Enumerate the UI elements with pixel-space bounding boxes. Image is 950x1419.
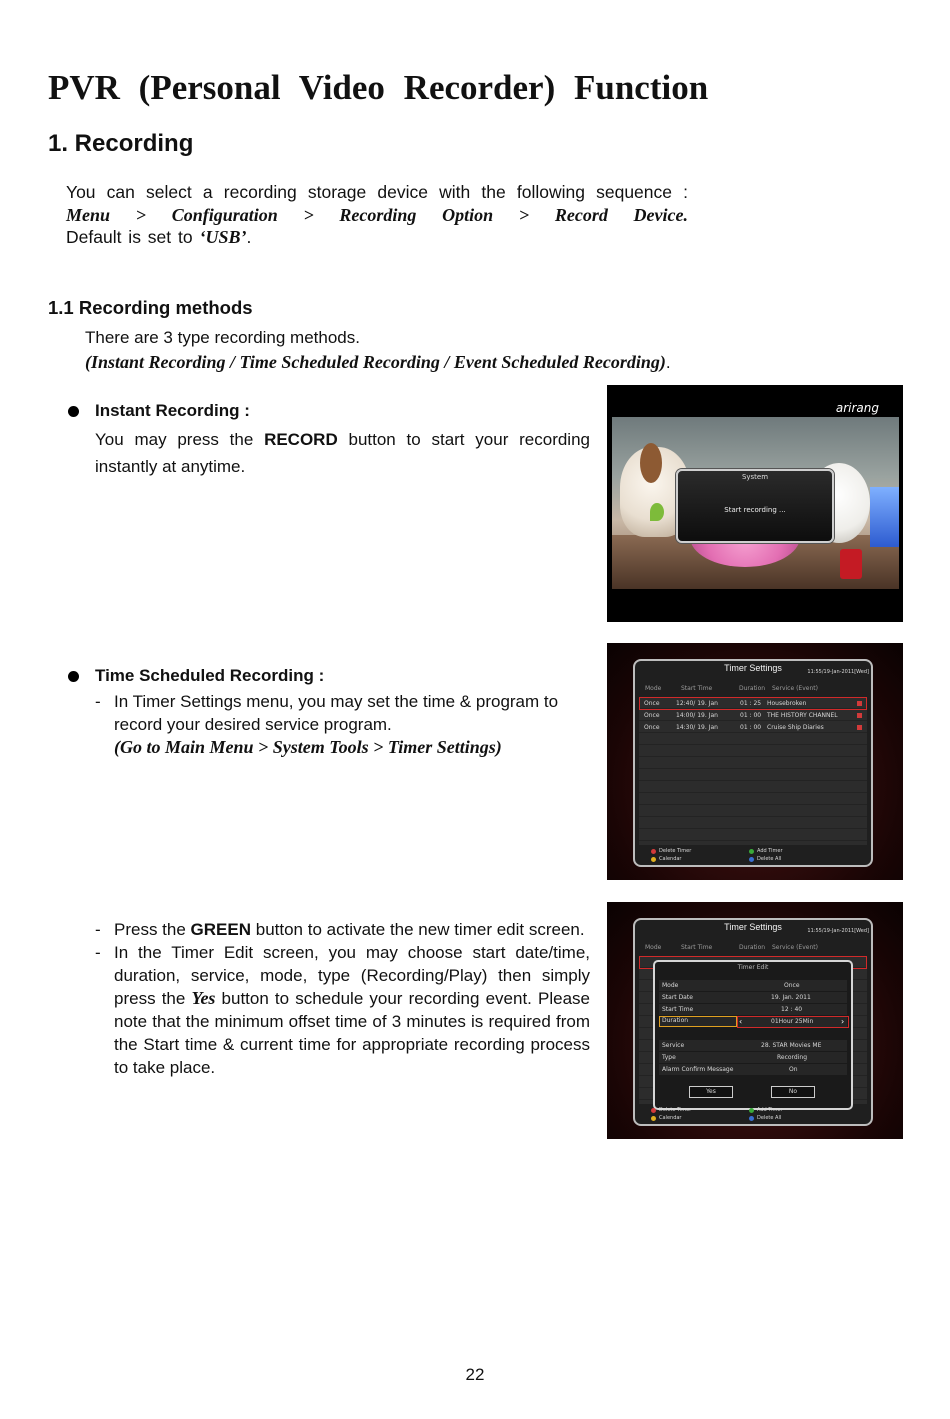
- scheduled-title: Time Scheduled Recording :: [95, 666, 325, 685]
- field-label: Start Time: [662, 1006, 694, 1013]
- delete-icon: [857, 713, 862, 718]
- timer-header-row: [639, 944, 867, 954]
- scheduled-list-1: [95, 690, 590, 759]
- row-mode: Once: [644, 712, 660, 719]
- default-prefix: Default is set to: [66, 227, 200, 247]
- header-mode: Mode: [645, 685, 662, 692]
- video-frame: [612, 417, 899, 589]
- field-value: Recording: [777, 1054, 808, 1061]
- page-number: 22: [465, 1365, 485, 1384]
- no-label: No: [788, 1088, 798, 1095]
- row-service: Housebroken: [767, 700, 807, 707]
- dialog-title: System: [741, 473, 769, 481]
- subsection-title: 1.1 Recording methods: [48, 297, 253, 318]
- field-row-start-time[interactable]: [659, 1004, 847, 1015]
- system-dialog: [676, 469, 834, 543]
- field-row-duration[interactable]: [659, 1016, 847, 1027]
- chevron-right-icon[interactable]: ›: [841, 1017, 845, 1026]
- timer-clock: 11:55/19-Jan-2011[Wed]: [807, 928, 869, 934]
- field-value: 01Hour 25Min: [771, 1018, 814, 1025]
- no-button[interactable]: [771, 1086, 815, 1098]
- yes-button-label: Yes: [191, 988, 216, 1008]
- timer-legend: [645, 1106, 867, 1124]
- dash-marker: -: [95, 920, 101, 939]
- row-duration: 01 : 25: [740, 700, 762, 707]
- methods-list: (Instant Recording / Time Scheduled Recording / Event Scheduled Recording): [85, 352, 666, 372]
- header-start: Start Time: [681, 944, 713, 951]
- edit-fields: [659, 980, 847, 1080]
- timer-settings-path: (Go to Main Menu > System Tools > Timer Settings): [114, 737, 502, 757]
- field-value: 12 : 40: [781, 1006, 803, 1013]
- row-start: 12:40/ 19. Jan: [676, 700, 718, 707]
- instant-recording-screenshot: [607, 385, 903, 622]
- row-start: 14:30/ 19. Jan: [676, 724, 718, 731]
- field-row-alarm[interactable]: [659, 1064, 847, 1075]
- instant-text: [95, 426, 590, 480]
- legend-delete-timer: Delete Timer: [659, 1107, 692, 1113]
- timer-clock: 11:55/19-Jan-2011[Wed]: [807, 669, 869, 675]
- legend-delete-all: Delete All: [757, 1115, 782, 1121]
- field-label: Duration: [659, 1016, 737, 1027]
- table-row[interactable]: [639, 709, 867, 720]
- bag-blue: [870, 487, 899, 547]
- bullet-icon: [68, 406, 79, 417]
- field-value: 28. STAR Movies ME: [761, 1042, 822, 1049]
- row-start: 14:00/ 19. Jan: [676, 712, 718, 719]
- legend-calendar: Calendar: [659, 1115, 682, 1121]
- field-row-type[interactable]: [659, 1052, 847, 1063]
- instant-title: Instant Recording :: [95, 401, 250, 420]
- menu-path: Menu > Configuration > Recording Option > Record Device.: [66, 204, 688, 225]
- legend-calendar: Calendar: [659, 856, 682, 862]
- timer-panel: [633, 659, 873, 867]
- timer-legend: [645, 847, 867, 865]
- blue-key-icon: [749, 857, 754, 862]
- field-value: Once: [784, 982, 800, 989]
- red-key-icon: [651, 1108, 656, 1113]
- yellow-key-icon: [651, 857, 656, 862]
- edit-title: Timer Edit: [737, 964, 769, 971]
- field-label: Mode: [662, 982, 679, 989]
- field-label: Type: [662, 1054, 676, 1061]
- brand-logo: arirang: [835, 401, 879, 415]
- table-row[interactable]: [639, 721, 867, 732]
- field-label: Alarm Confirm Message: [662, 1066, 734, 1073]
- row-duration: 01 : 00: [740, 712, 762, 719]
- legend-delete-all: Delete All: [757, 856, 782, 862]
- item3-after: button to schedule your recording event. Please note that the minimum offset time of 3 minutes is required from the Start time & current time for appropriate recording process to take place.: [114, 989, 590, 1077]
- dash-marker: -: [95, 692, 101, 711]
- green-key-icon: [749, 849, 754, 854]
- methods-paragraph: [85, 325, 725, 375]
- list-item-text: In Timer Settings menu, you may set the time & program to record your desired service program.: [114, 692, 559, 734]
- field-label: Start Date: [662, 994, 693, 1001]
- intro-line: You can select a recording storage device with the following sequence :: [66, 182, 688, 202]
- dash-marker: -: [95, 943, 101, 962]
- header-duration: Duration: [739, 685, 766, 692]
- timer-title: Timer Settings: [724, 922, 782, 932]
- delete-icon: [857, 725, 862, 730]
- field-label: Service: [662, 1042, 685, 1049]
- methods-line: There are 3 type recording methods.: [85, 328, 360, 347]
- item2-after: button to activate the new timer edit screen.: [251, 920, 585, 939]
- intro-paragraph: [66, 181, 688, 249]
- row-mode: Once: [644, 700, 660, 707]
- page-title: PVR (Personal Video Recorder) Function: [48, 68, 709, 107]
- item2-before: Press the: [114, 920, 191, 939]
- field-row-mode[interactable]: [659, 980, 847, 991]
- row-mode: Once: [644, 724, 660, 731]
- methods-list-line: [85, 350, 725, 375]
- timer-header-row: [639, 685, 867, 695]
- plush-dog-ear: [640, 443, 662, 483]
- field-value: On: [789, 1066, 798, 1073]
- header-start: Start Time: [681, 685, 713, 692]
- row-service: Cruise Ship Diaries: [767, 724, 824, 731]
- row-duration: 01 : 00: [740, 724, 762, 731]
- legend-add-timer: Add Timer: [757, 1107, 783, 1113]
- header-mode: Mode: [645, 944, 662, 951]
- delete-icon: [857, 701, 862, 706]
- yes-label: Yes: [706, 1088, 716, 1095]
- methods-list-suffix: .: [665, 353, 671, 372]
- field-row-service[interactable]: [659, 1040, 847, 1051]
- blue-key-icon: [749, 1116, 754, 1121]
- timer-panel: [633, 918, 873, 1126]
- timer-edit-dialog: [653, 960, 853, 1110]
- record-indicator-icon: [840, 549, 862, 579]
- dialog-message: Start recording ...: [724, 506, 786, 514]
- instant-text-after: button to start your recording instantly at anytime.: [95, 430, 590, 476]
- legend-delete-timer: Delete Timer: [659, 848, 692, 854]
- timer-settings-screenshot: [607, 643, 903, 880]
- bullet-icon: [68, 671, 79, 682]
- default-value: ‘USB’: [199, 227, 247, 247]
- row-service: THE HISTORY CHANNEL: [767, 712, 838, 719]
- field-row-start-date[interactable]: [659, 992, 847, 1003]
- default-suffix: .: [246, 227, 252, 247]
- green-key-icon: [749, 1108, 754, 1113]
- item3-before: In the Timer Edit screen, you may choose start date/time, duration, service, mode, type (Recording/Play) then simply press the: [114, 943, 590, 1008]
- instant-text-before: You may press the: [95, 430, 265, 449]
- list-item: [95, 690, 590, 759]
- header-duration: Duration: [739, 944, 766, 951]
- red-key-icon: [651, 849, 656, 854]
- legend-add-timer: Add Timer: [757, 848, 783, 854]
- yellow-key-icon: [651, 1116, 656, 1121]
- scheduled-list-2: [95, 918, 590, 1079]
- chevron-left-icon[interactable]: ‹: [739, 1017, 743, 1026]
- default-line: [66, 226, 688, 249]
- timer-title: Timer Settings: [724, 663, 782, 673]
- section-title: 1. Recording: [48, 130, 194, 157]
- header-service: Service (Event): [772, 685, 818, 692]
- timer-list: [639, 697, 867, 845]
- field-value: 19. Jan. 2011: [771, 994, 811, 1001]
- green-leaf: [650, 503, 664, 521]
- header-service: Service (Event): [772, 944, 818, 951]
- list-item: [95, 918, 590, 941]
- list-item: [95, 941, 590, 1079]
- timer-edit-screenshot: [607, 902, 903, 1139]
- yes-button[interactable]: [689, 1086, 733, 1098]
- green-button-label: GREEN: [190, 920, 252, 939]
- record-button-label: RECORD: [264, 430, 338, 449]
